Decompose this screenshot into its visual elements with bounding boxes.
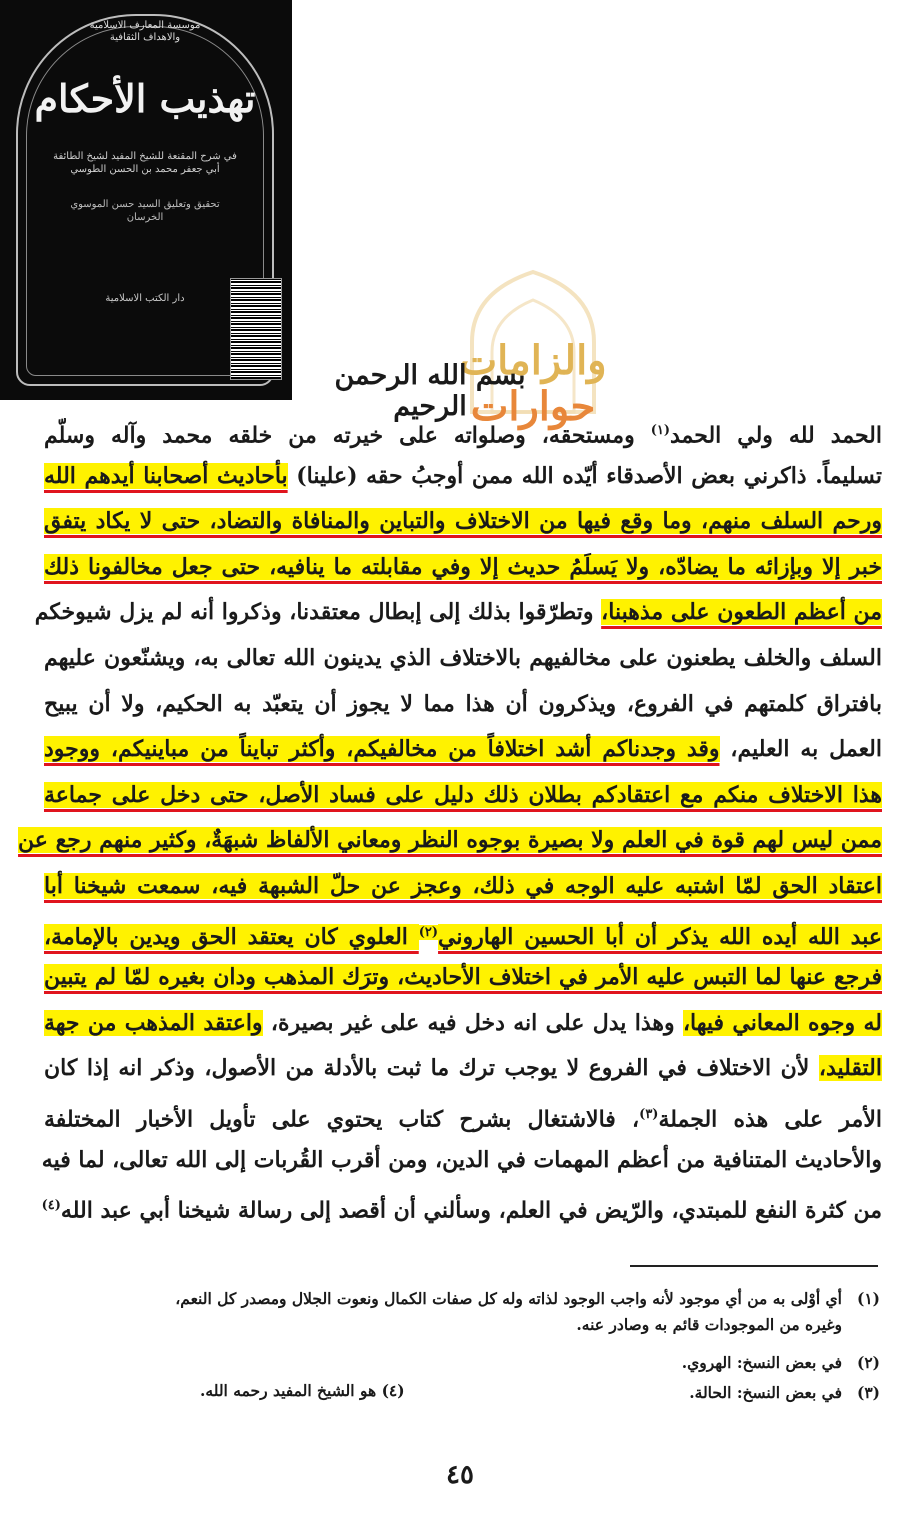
footnote-number: (١)	[856, 1289, 880, 1308]
footnote-line	[40, 1381, 880, 1405]
text-line	[44, 499, 882, 545]
highlighted-text: له وجوه المعاني فيها،	[682, 1009, 882, 1036]
text-segment: ، فالاشتغال بشرح كتاب يحتوي على تأويل الأخبار المختلفة	[44, 1106, 640, 1133]
highlighted-text: وقد وجدناكم أشد اختلافاً من مخالفيكم، وأكثر تبايناً من مباينيكم، ووجود	[44, 736, 720, 763]
highlighted-text: بأحاديث أصحابنا أيدهم الله	[44, 462, 288, 489]
text-line	[44, 454, 882, 500]
text-line	[44, 910, 882, 956]
text-line	[41, 1183, 882, 1229]
footnote-ref: (٣)	[639, 1106, 659, 1122]
footnote-ref: (١)	[650, 423, 670, 438]
text-line	[44, 727, 882, 773]
highlighted-text: ورحم السلف منهم، وما وقع فيها من الاختلاف والتباين والمنافاة والتضاد، حتى لا يكاد يتفق	[44, 508, 882, 535]
text-segment: وتطرّقوا بذلك إلى إبطال معتقدنا، وذكروا أنه لم يزل شيوخكم	[34, 599, 602, 626]
text-line	[18, 818, 882, 864]
text-segment: وهذا يدل على انه دخل فيه على غير بصيرة،	[262, 1009, 683, 1036]
footnote-number: (٢)	[856, 1353, 880, 1372]
text-segment: من كثرة النفع للمبتدي، والرّيض في العلم، وسألني أن أقصد إلى رسالة شيخنا أبي عبد الله	[60, 1197, 882, 1224]
text-line	[44, 1046, 882, 1092]
text-segment: السلف والخلف يطعنون على مخالفيهم بالاختلاف الذي يدينون الله تعالى به، ويشنّعون عليهم	[44, 644, 882, 671]
watermark-top-text: والزامات	[459, 337, 607, 384]
barcode-sticker	[230, 278, 282, 380]
footnote-separator	[630, 1265, 878, 1267]
footnote-line	[40, 1287, 880, 1311]
text-line	[34, 590, 882, 636]
footnote-text: هو الشيخ المفيد رحمه الله.	[200, 1381, 377, 1400]
cover-editors: تحقيق وتعليق السيد حسن الموسوي الخرسان	[70, 199, 220, 223]
page-number: ٤٥	[446, 1460, 474, 1490]
text-segment: تسليماً. ذاكرني بعض الأصدقاء أيّده الله ممن أوجبُ حقه (علينا)	[287, 462, 882, 489]
highlighted-text: واعتقد المذهب من جهة	[44, 1009, 263, 1036]
cover-title: تهذيب الأحكام	[34, 76, 256, 121]
highlighted-text: هذا الاختلاف منكم مع اعتقادكم بطلان ذلك دليل على فساد الأصل، حتى دخل على جماعة	[44, 781, 882, 808]
cover-publisher-top: موسسة المعارف الاسلامية والاهداف الثقافية	[89, 20, 201, 43]
footnote-text: أي أوْلى به من أي موجود لأنه واجب الوجود لذاته وله كل صفات الكمال ونعوت الجلال ومصدر كل النعم،	[175, 1289, 842, 1308]
text-line	[44, 408, 882, 454]
footnote-number: (٣)	[856, 1383, 880, 1402]
highlighted-text: خبر إلا وبإزائه ما يضادّه، ولا يَسلَمُ حديث إلا وفي مقابلته ما ينافيه، حتى جعل مخالفونا ذلك	[44, 553, 882, 580]
footnote-ref: (٢)	[418, 924, 439, 940]
book-cover-image	[0, 0, 292, 400]
text-segment: بافتراق كلمتهم في الفروع، ويذكرون أن هذا مما لا يجوز أن يتعبّد به الحكيم، ولا أن يبيح	[44, 690, 882, 717]
text-line	[44, 682, 882, 728]
footnote-text: في بعض النسخ: الحالة.	[689, 1383, 842, 1402]
footnote-line	[40, 1313, 880, 1337]
footnote-line	[40, 1351, 880, 1375]
highlighted-text: من أعظم الطعون على مذهبنا،	[601, 599, 882, 626]
cover-publisher-bottom: دار الكتب الاسلامية	[105, 293, 185, 304]
cover-subtitle: في شرح المقنعة للشيخ المفيد لشيخ الطائفة أبي جعفر محمد بن الحسن الطوسي	[53, 151, 237, 175]
text-segment: العمل به العليم،	[719, 736, 882, 763]
text-line	[44, 1092, 882, 1138]
text-line	[44, 955, 882, 1001]
text-line	[44, 1001, 882, 1047]
footnote-text: وغيره من الموجودات قائم به وصادر عنه.	[576, 1315, 842, 1334]
text-line	[44, 545, 882, 591]
highlighted-text: فرجع عنها لما التبس عليه الأمر في اختلاف الأحاديث، وترَك المذهب ودان بغيره لمّا لم يتبين	[44, 964, 882, 991]
highlighted-text: عبد الله أيده الله يذكر أن أبا الحسين الهاروني	[438, 923, 882, 950]
basmala-heading: بسم الله الرحمن الرحيم	[334, 360, 526, 422]
text-segment: الحمد لله ولي الحمد	[669, 422, 882, 449]
highlighted-text: اعتقاد الحق لمّا اشتبه عليه الوجه في ذلك، وعجز عن حلّ الشبهة فيه، سمعت شيخنا أبا	[44, 872, 882, 899]
text-segment: والأحاديث المتنافية من أعظم المهمات في الدين، ومن أقرب القُربات إلى الله تعالى، لما فيه	[41, 1146, 882, 1173]
highlighted-text: العلوي كان يعتقد الحق ويدين بالإمامة،	[44, 923, 419, 950]
text-segment: الأمر على هذه الجملة	[658, 1106, 883, 1133]
text-line	[41, 1138, 882, 1184]
text-segment: لأن الاختلاف في الفروع لا يوجب ترك ما ثبت بالأدلة من الأصول، وذكر انه إذا كان	[44, 1055, 819, 1082]
text-segment: ومستحقه، وصلواته على خيرته من خلقه محمد وآله وسلّم	[44, 422, 651, 449]
footnote-ref: (٤)	[41, 1198, 61, 1214]
text-line	[44, 773, 882, 819]
text-line	[44, 864, 882, 910]
footnote-text: في بعض النسخ: الهروي.	[681, 1353, 842, 1372]
text-line	[44, 636, 882, 682]
footnote-4	[200, 1381, 405, 1400]
watermark-bottom-text: حوارات	[470, 383, 596, 430]
highlighted-text: التقليد،	[818, 1055, 882, 1082]
body-text	[18, 408, 883, 1229]
footnote-number: (٤)	[381, 1381, 405, 1400]
highlighted-text: ممن ليس لهم قوة في العلم ولا بصيرة بوجوه النظر ومعاني الألفاظ شبهَةٌ، وكثير منهم رجع عن	[18, 827, 882, 854]
